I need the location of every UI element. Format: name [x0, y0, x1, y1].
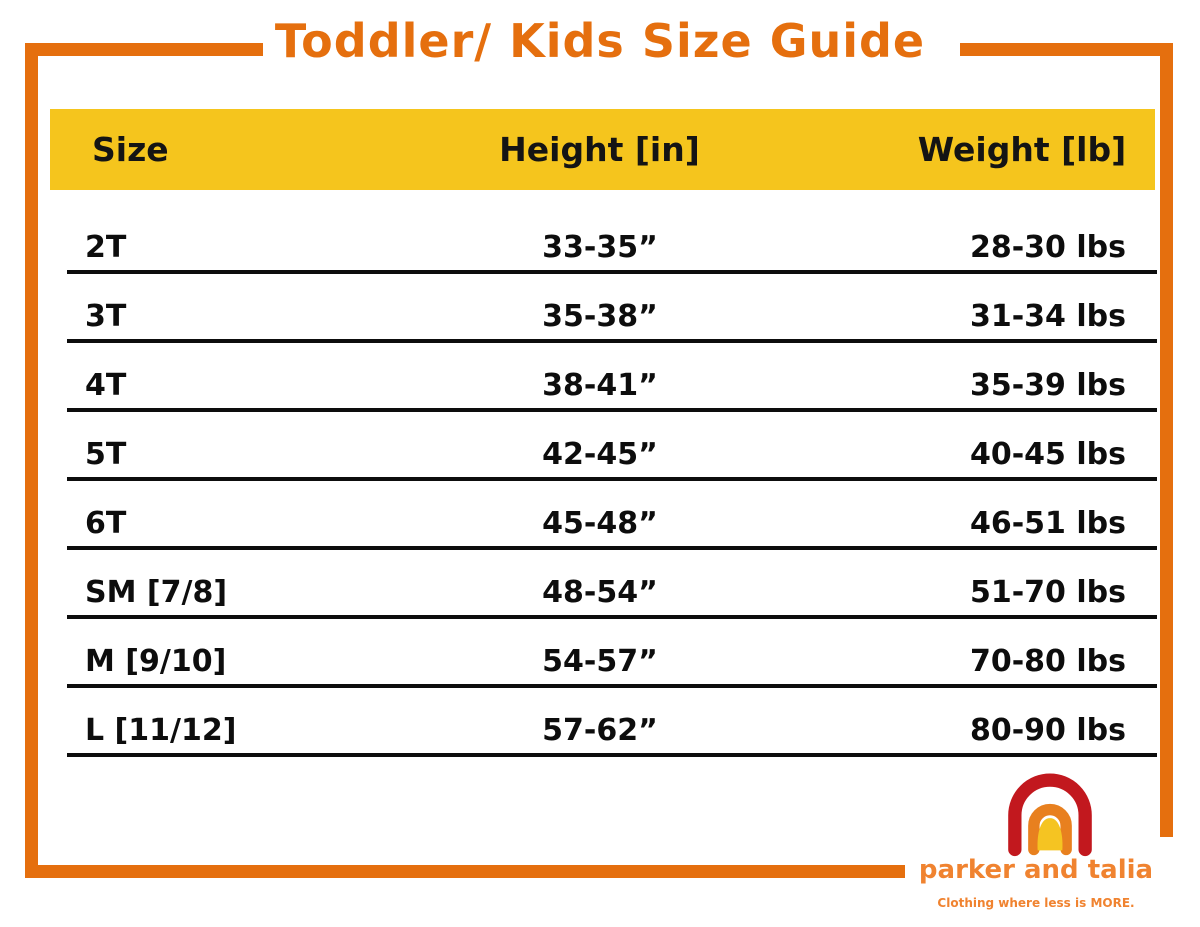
page-title: Toddler/ Kids Size Guide: [274, 14, 926, 68]
header-size: Size: [92, 130, 169, 169]
size-cell: 4T: [85, 368, 127, 403]
height-cell: 33-35”: [542, 230, 658, 265]
height-cell: 38-41”: [542, 368, 658, 403]
weight-cell: 31-34 lbs: [969, 299, 1126, 334]
frame-border-top-right: [960, 43, 1173, 56]
header-height: Height [in]: [499, 130, 700, 169]
weight-cell: 80-90 lbs: [969, 713, 1126, 748]
rainbow-inner-yellow-blob: [1038, 818, 1063, 850]
table-row: [67, 205, 1157, 274]
weight-cell: 35-39 lbs: [969, 368, 1126, 403]
table-header-row: [50, 109, 1155, 190]
table-row: [67, 550, 1157, 619]
size-cell: SM [7/8]: [85, 575, 228, 610]
table-row: [67, 343, 1157, 412]
weight-cell: 28-30 lbs: [969, 230, 1126, 265]
height-cell: 57-62”: [542, 713, 658, 748]
height-cell: 42-45”: [542, 437, 658, 472]
height-cell: 48-54”: [542, 575, 658, 610]
size-cell: 5T: [85, 437, 127, 472]
table-row: [67, 412, 1157, 481]
size-cell: 3T: [85, 299, 127, 334]
size-cell: L [11/12]: [85, 713, 237, 748]
frame-border-bottom: [25, 865, 905, 878]
frame-border-top-left: [25, 43, 263, 56]
size-cell: M [9/10]: [85, 644, 227, 679]
size-cell: 6T: [85, 506, 127, 541]
header-weight: Weight [lb]: [917, 130, 1127, 169]
brand-wordmark: parker and talia: [918, 855, 1154, 885]
weight-cell: 70-80 lbs: [969, 644, 1126, 679]
height-cell: 54-57”: [542, 644, 658, 679]
table-row: [67, 688, 1157, 757]
weight-cell: 40-45 lbs: [969, 437, 1126, 472]
table-row: [67, 619, 1157, 688]
frame-border-right: [1160, 43, 1173, 837]
rainbow-logo-icon: [1000, 763, 1100, 858]
weight-cell: 46-51 lbs: [969, 506, 1126, 541]
table-row: [67, 274, 1157, 343]
height-cell: 45-48”: [542, 506, 658, 541]
table-row: [67, 481, 1157, 550]
size-table-rows: [67, 205, 1157, 757]
size-cell: 2T: [85, 230, 127, 265]
height-cell: 35-38”: [542, 299, 658, 334]
weight-cell: 51-70 lbs: [969, 575, 1126, 610]
frame-border-left: [25, 43, 38, 878]
brand-tagline: Clothing where less is MORE.: [937, 896, 1135, 910]
